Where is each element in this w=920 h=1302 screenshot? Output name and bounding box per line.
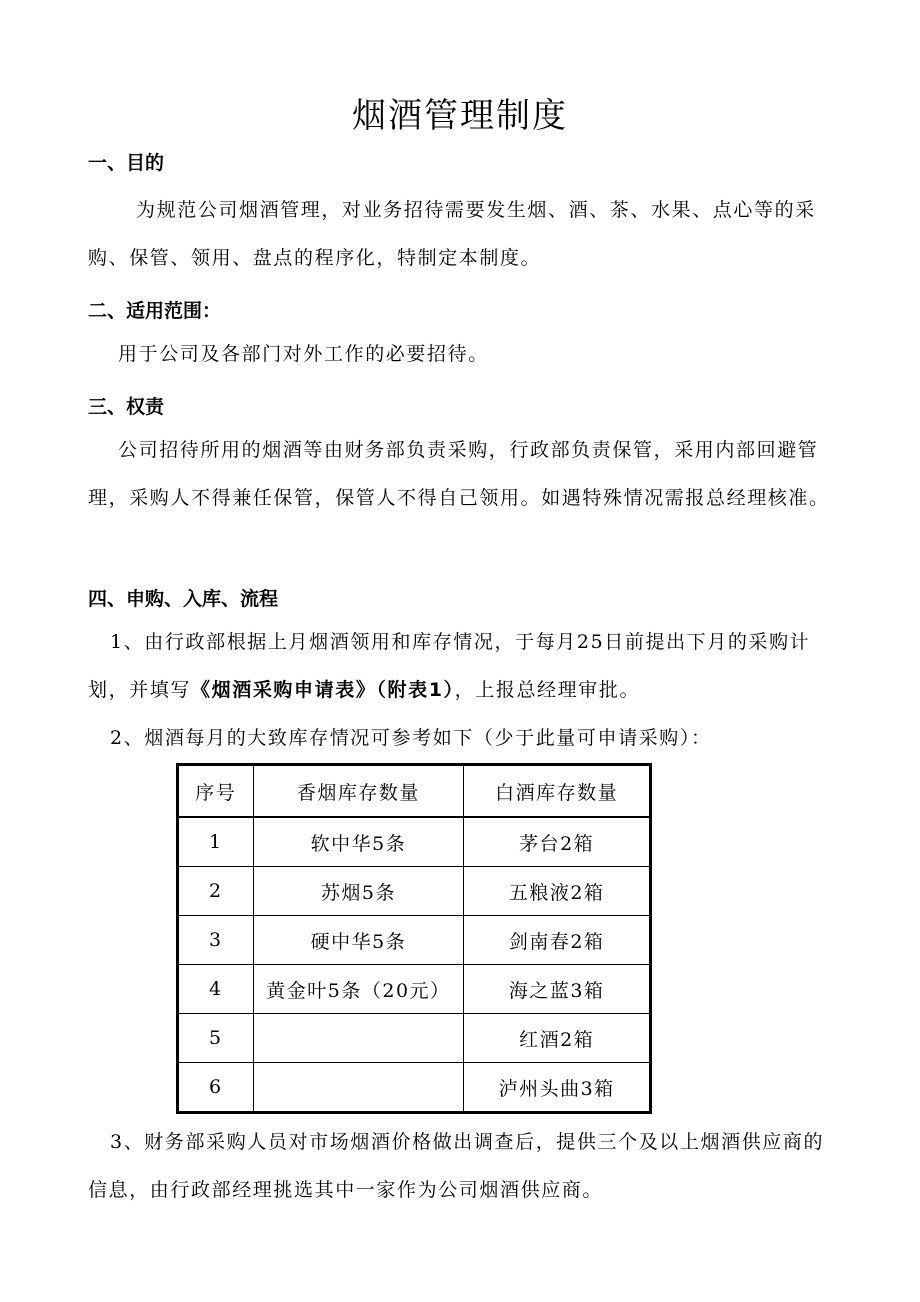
table-row — [178, 916, 651, 965]
paragraph-purpose: 为规范公司烟酒管理，对业务招待需要发生烟、酒、茶、水果、点心等的采购、保管、领用、盘点的程序化，特制定本制度。 — [88, 199, 816, 269]
table-row — [178, 965, 651, 1014]
cell-index: 5 — [178, 1014, 254, 1063]
cell-cigarette: 软中华5条 — [253, 817, 464, 867]
procedure-item-3: 3、财务部采购人员对市场烟酒价格做出调查后，提供三个及以上烟酒供应商的信息，由行政部经理挑选其中一家作为公司烟酒供应商。 — [88, 1131, 825, 1201]
cell-index: 1 — [178, 817, 254, 867]
cell-index: 6 — [178, 1063, 254, 1113]
cell-cigarette: 苏烟5条 — [253, 867, 464, 916]
table-row — [178, 867, 651, 916]
header-cigarette-stock: 香烟库存数量 — [253, 765, 464, 818]
section-heading-scope: 二、适用范围： — [88, 300, 222, 322]
paragraph-responsibility: 公司招待所用的烟酒等由财务部负责采购，行政部负责保管，采用内部回避管理，采购人不得兼任保管，保管人不得自己领用。如遇特殊情况需报总经理核准。 — [88, 439, 830, 509]
cell-liquor: 剑南春2箱 — [464, 916, 651, 965]
table-row — [178, 1063, 651, 1113]
cell-liquor: 泸州头曲3箱 — [464, 1063, 651, 1113]
paragraph-scope: 用于公司及各部门对外工作的必要招待。 — [118, 343, 489, 365]
table-row — [178, 1014, 651, 1063]
section-heading-responsibility: 三、权责 — [88, 396, 165, 418]
cell-cigarette: 黄金叶5条（20元） — [253, 965, 464, 1014]
cell-liquor: 茅台2箱 — [464, 817, 651, 867]
cell-cigarette — [253, 1014, 464, 1063]
procedure-item-2: 2、烟酒每月的大致库存情况可参考如下（少于此量可申请采购）： — [110, 727, 712, 749]
cell-index: 4 — [178, 965, 254, 1014]
procedure-item-1: 1、由行政部根据上月烟酒领用和库存情况，于每月25日前提出下月的采购计划，并填写《烟酒采购申请表》（附表1），上报总经理审批。 — [88, 631, 811, 701]
cell-liquor: 海之蓝3箱 — [464, 965, 651, 1014]
cell-cigarette: 硬中华5条 — [253, 916, 464, 965]
cell-liquor: 红酒2箱 — [464, 1014, 651, 1063]
document-title: 烟酒管理制度 — [352, 96, 568, 136]
cell-cigarette — [253, 1063, 464, 1113]
cell-liquor: 五粮液2箱 — [464, 867, 651, 916]
section-heading-purpose: 一、目的 — [88, 152, 165, 174]
header-index: 序号 — [178, 765, 254, 818]
purchase-form-reference: 《烟酒采购申请表》（附表1） — [191, 679, 455, 701]
stock-table — [176, 763, 652, 1114]
section-heading-procedure: 四、申购、入库、流程 — [88, 588, 279, 610]
cell-index: 3 — [178, 916, 254, 965]
cell-index: 2 — [178, 867, 254, 916]
table-row — [178, 817, 651, 867]
table-header-row — [178, 765, 651, 818]
header-liquor-stock: 白酒库存数量 — [464, 765, 651, 818]
